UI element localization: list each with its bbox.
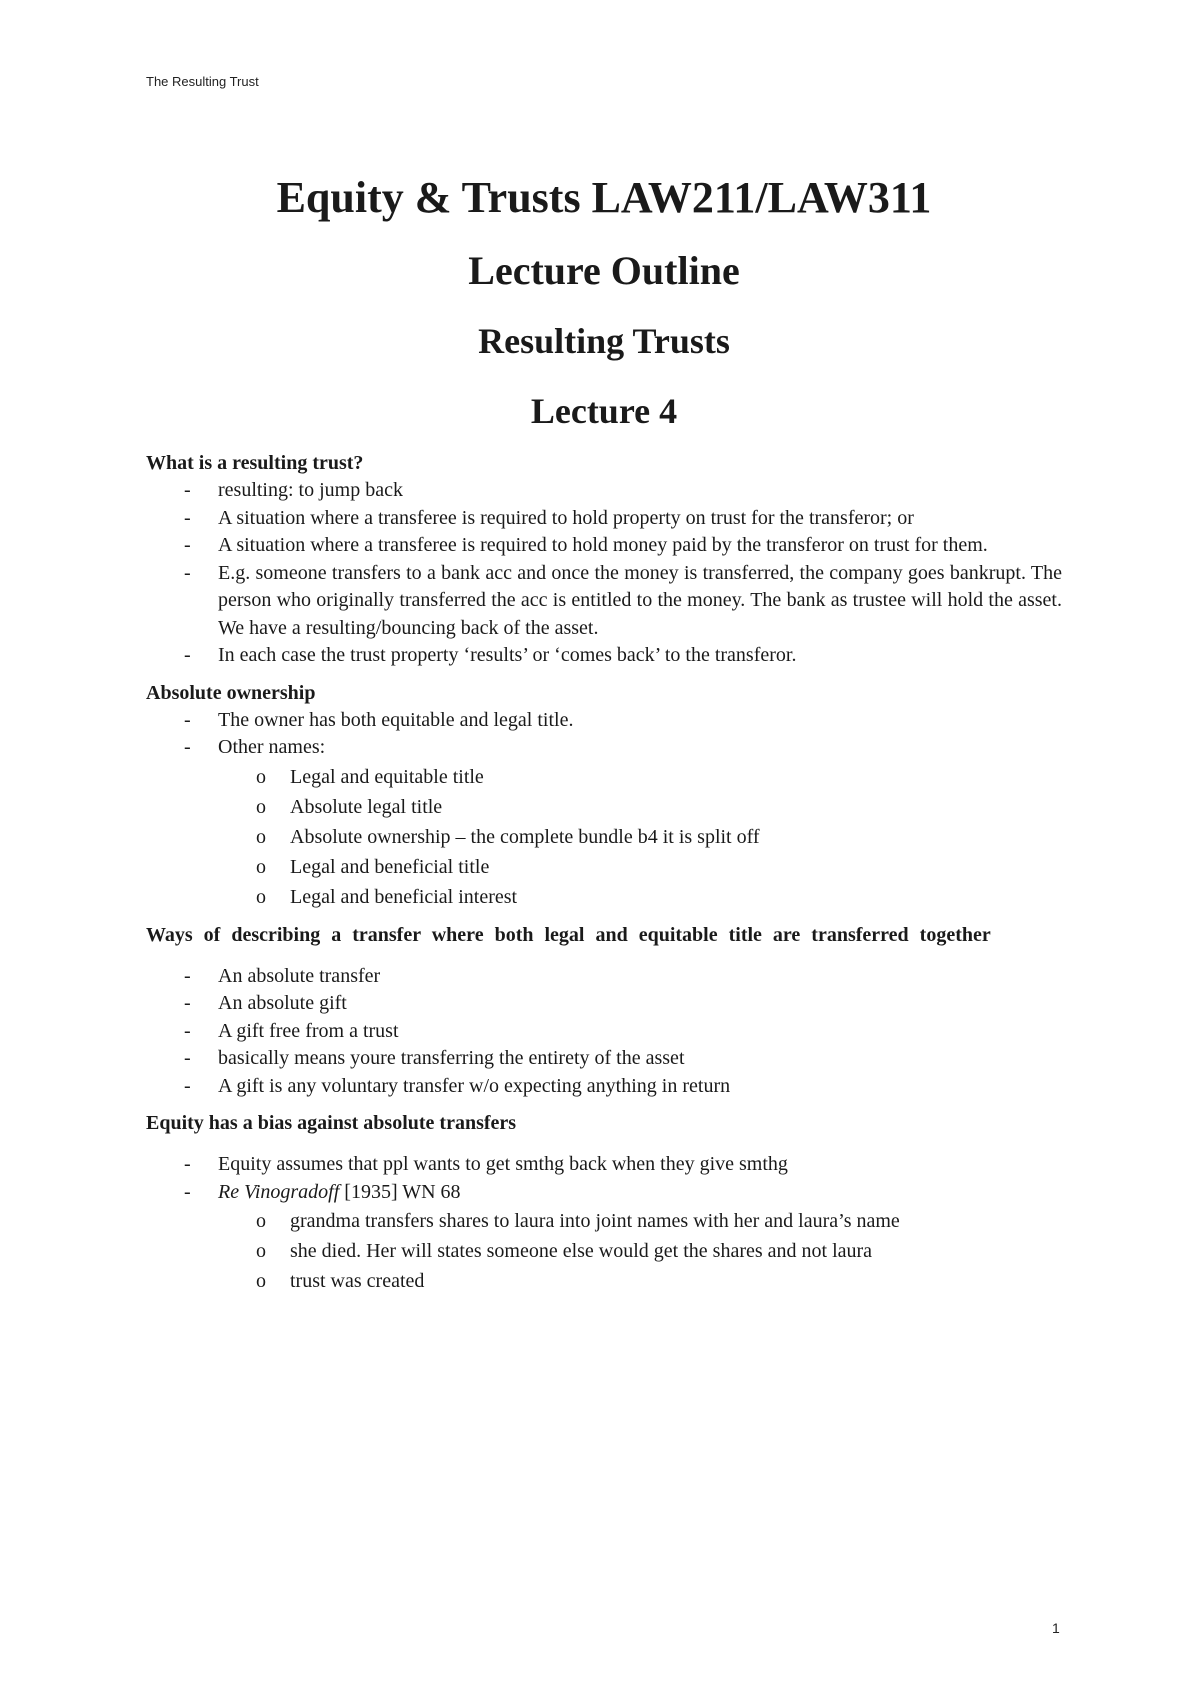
bullet-list [146,963,1062,1101]
list-item: - An absolute transfer [146,963,1062,991]
dash-bullet: - [184,1047,191,1069]
sub-bullet-list [146,1206,1062,1296]
section-equity-bias [146,1110,1062,1296]
lecture-number-title: Lecture 4 [530,391,678,431]
sub-list-item: o she died. Her will states someone else would get the shares and not laura [146,1236,1062,1266]
bullet-list [146,477,1062,670]
document-body [146,168,1062,1306]
list-item: - A situation where a transferee is required to hold property on trust for the transferor; or [146,505,1062,533]
list-item: - A gift is any voluntary transfer w/o expecting anything in return [146,1073,1062,1101]
page-number: 1 [1052,1620,1060,1636]
list-item: - E.g. someone transfers to a bank acc and once the money is transferred, the company goes bankrupt. The person who originally transferred the acc is entitled to the money. The bank as trustee will hold the asset. We have a resulting/bouncing back of the asset. [184,561,1062,639]
case-name: Re Vinogradoff [218,1180,340,1203]
circle-bullet: o [256,1270,266,1292]
list-item-case [146,1179,1062,1207]
dash-bullet: - [184,964,191,987]
sub-list-item: o Legal and equitable title [146,762,1062,792]
dash-bullet: - [184,708,191,731]
list-item: - The owner has both equitable and legal title. [146,707,1062,735]
dash-bullet: - [184,736,191,758]
section-what-is-resulting-trust [146,450,1062,670]
list-item: - An absolute gift [146,990,1062,1018]
section-heading: What is a resulting trust? [146,452,364,474]
dash-bullet: - [184,561,191,584]
list-item: - Equity assumes that ppl wants to get smthg back when they give smthg [146,1151,1062,1179]
topic-title: Resulting Trusts [478,321,730,361]
sub-list-item: o Absolute ownership – the complete bundle b4 it is split off [146,822,1062,852]
dash-bullet: - [184,1019,191,1042]
list-item: - resulting: to jump back [146,477,1062,505]
circle-bullet: o [256,885,266,908]
dash-bullet: - [184,644,191,666]
circle-bullet: o [256,825,266,848]
dash-bullet: - [184,479,191,501]
list-item: - Other names: [146,734,1062,762]
list-item: - A situation where a transferee is required to hold money paid by the transferor on trust for them. [146,532,1062,560]
section-heading: Equity has a bias against absolute transfers [146,1112,517,1134]
circle-bullet: o [256,855,266,878]
section-absolute-ownership [146,680,1062,912]
course-title: Equity & Trusts LAW211/LAW311 [276,173,932,222]
dash-bullet: - [184,992,191,1014]
section-ways-of-describing [146,922,1062,1101]
dash-bullet: - [184,534,191,556]
circle-bullet: o [256,1240,266,1262]
circle-bullet: o [256,795,266,818]
title-block [146,168,1062,436]
sub-list-item: o grandma transfers shares to laura into joint names with her and laura’s name [146,1206,1062,1236]
lecture-outline-title: Lecture Outline [468,248,740,293]
sub-list-item: o Legal and beneficial interest [146,882,1062,912]
circle-bullet: o [256,765,266,788]
dash-bullet: - [184,506,191,529]
sub-list-item: o trust was created [146,1266,1062,1296]
circle-bullet: o [256,1210,266,1232]
section-heading: Absolute ownership [146,681,316,704]
case-citation: [1935] WN 68 [339,1180,461,1203]
bullet-list [146,1151,1062,1206]
sub-list-item: o Legal and beneficial title [146,852,1062,882]
list-item: - In each case the trust property ‘results’ or ‘comes back’ to the transferor. [146,642,1062,670]
section-heading: Ways of describing a transfer where both legal and equitable title are transferred together [146,923,991,946]
sub-bullet-list [146,762,1062,912]
list-item: - basically means youre transferring the entirety of the asset [146,1045,1062,1073]
dash-bullet: - [184,1074,191,1097]
dash-bullet: - [184,1153,191,1175]
sub-list-item: o Absolute legal title [146,792,1062,822]
dash-bullet: - [184,1180,191,1203]
running-header: The Resulting Trust [146,74,259,89]
bullet-list [146,707,1062,762]
list-item: - A gift free from a trust [146,1018,1062,1046]
